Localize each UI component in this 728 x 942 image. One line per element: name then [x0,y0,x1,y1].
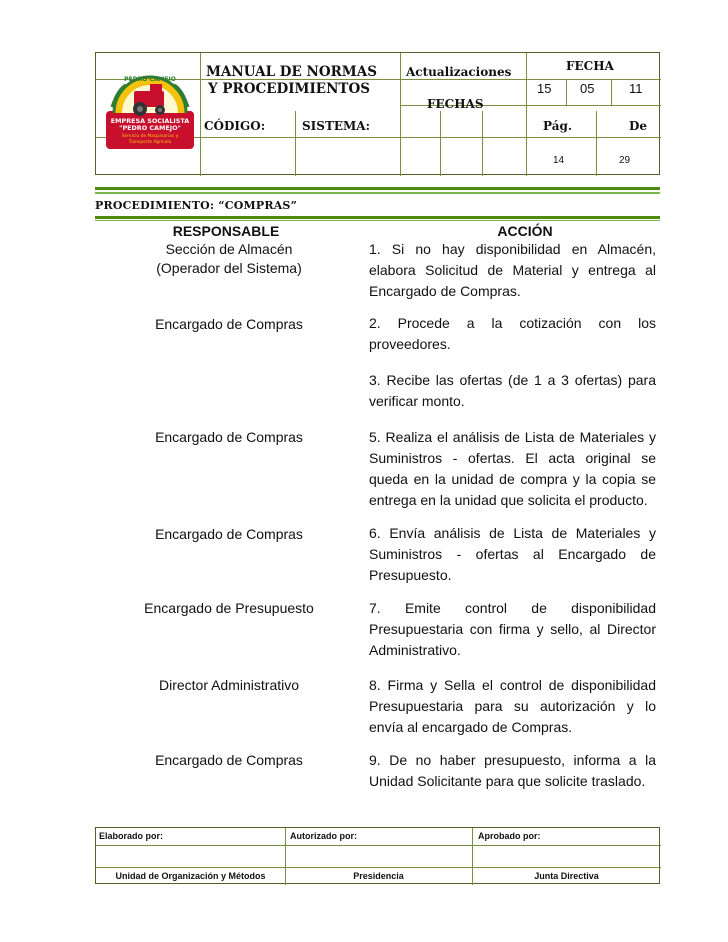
procedure-title: PROCEDIMIENTO: “COMPRAS” [95,199,298,212]
fecha-label: FECHA [566,59,614,73]
step-action: 8. Firma y Sella el control de disponibilidad Presupuestaria para su autorización y lo envía al encargado de Compras. [369,677,656,735]
step-responsable: Encargado de Presupuesto [144,600,314,616]
step-responsable: Encargado de Compras [155,752,303,768]
responsable-role: (Operador del Sistema) [156,260,302,276]
fechas-label: FECHAS [427,97,484,111]
step-action: 9. De no haber presupuesto, informa a la Unidad Solicitante para que solicite traslado. [369,752,656,789]
date-day: 15 [537,81,552,96]
header-grid-line [400,53,401,176]
pagina-label: Pág. [543,119,573,133]
step-responsable: Encargado de Compras [155,526,303,542]
step-action: 3. Recibe las ofertas (de 1 a 3 ofertas) para verificar monto. [369,372,656,409]
logo-line-2: "PEDRO CAMEJO" [119,124,181,132]
manual-title-line-2: Y PROCEDIMIENTOS [208,81,370,97]
step-action: 6. Envía análisis de Lista de Materiales y Suministros - ofertas al Encargado de Presupuesto. [369,525,656,583]
manual-title-line-1: MANUAL DE NORMAS [206,64,377,80]
autorizado-label: Autorizado por: [290,831,357,841]
aprobado-value: Junta Directiva [534,871,599,881]
de-label: De [629,119,648,133]
step-action: 1. Si no hay disponibilidad en Almacén, elabora Solicitud de Material y entrega al Encargado de Compras. [369,241,656,299]
divider-rule [95,220,660,221]
footer-grid-line [96,845,661,846]
elaborado-value: Unidad de Organización y Métodos [115,871,266,881]
company-logo [104,67,196,159]
header-grid-line [200,53,201,176]
autorizado-value: Presidencia [353,871,404,881]
logo-line-3: Servicio de Maquinarias y [121,134,179,139]
elaborado-label: Elaborado por: [99,831,164,841]
divider-rule [95,192,660,194]
step-action: 2. Procede a la cotización con los proveedores. [369,315,656,352]
aprobado-label: Aprobado por: [478,831,541,841]
footer-grid-line [96,867,661,868]
header-grid-line [440,111,441,176]
divider-rule [95,216,660,219]
logo-arc-text: PEDRO CAMEJO [124,76,176,83]
step-action: 7. Emite control de disponibilidad Presupuestaria con firma y sello, al Director Administrativo. [369,600,656,658]
header-grid-line [295,111,296,176]
date-month: 05 [580,81,595,96]
header-grid-line [526,53,527,176]
step-responsable [110,240,348,278]
approval-footer [95,827,660,884]
logo-line-1: EMPRESA SOCIALISTA [110,117,190,125]
document-header [95,52,660,175]
codigo-label: CÓDIGO: [204,119,266,133]
header-grid-line [611,79,612,105]
date-year: 11 [629,81,643,96]
header-grid-line [596,111,597,176]
responsable-header: RESPONSABLE [172,223,280,239]
step-responsable: Encargado de Compras [155,429,303,445]
responsable-name: Sección de Almacén [165,241,293,257]
divider-rule [95,187,660,190]
page-total: 29 [619,155,631,166]
header-grid-line [566,79,567,105]
accion-header: ACCIÓN [497,223,553,239]
header-grid-line [482,111,483,176]
page-current: 14 [553,155,565,166]
sistema-label: SISTEMA: [302,119,371,133]
logo-line-4: Transporte Agrícola [128,140,172,145]
step-responsable: Director Administrativo [158,677,300,693]
step-responsable: Encargado de Compras [155,316,303,332]
step-action: 5. Realiza el análisis de Lista de Materiales y Suministros - ofertas. El acta original se queda en la unidad de compra y la copia se entrega en la unidad que solicita el producto. [369,429,656,508]
actualizaciones-label: Actualizaciones [406,65,512,79]
